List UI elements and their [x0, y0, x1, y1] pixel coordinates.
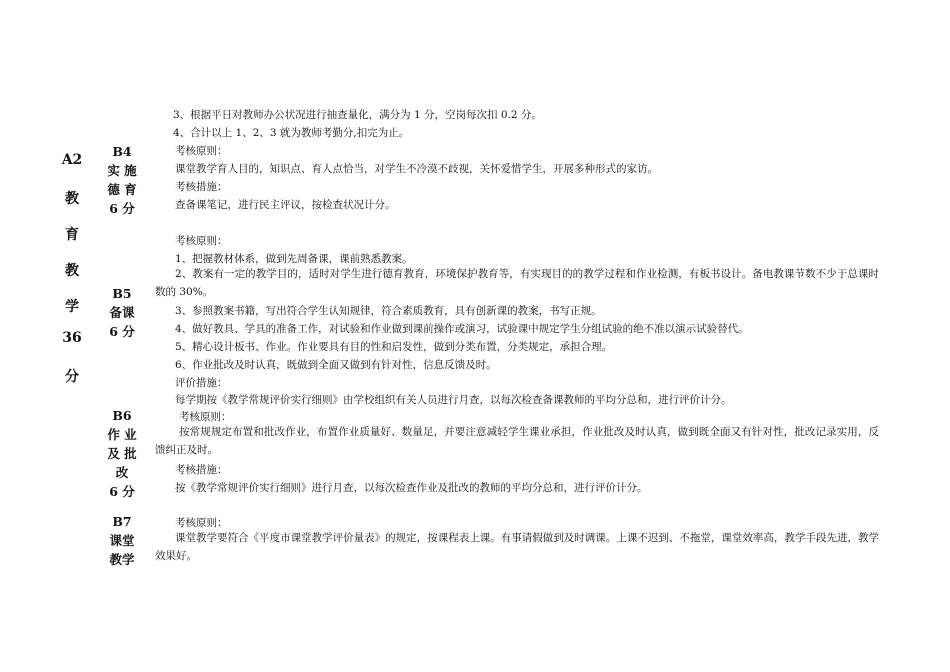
b5-principle-heading: 考核原则：: [175, 235, 228, 247]
b6-principle-text: 按常规规定布置和批改作业，布置作业质量好、数量足，并要注意减轻学生课业承担，作业批改及时认真，做到既全面又有针对性，批改记录实用，反馈纠正及时。: [155, 426, 879, 456]
b4-measure-heading: 考核措施：: [175, 181, 228, 193]
a2-char-2: 育: [65, 227, 79, 243]
b7-title-2: 教学: [109, 552, 135, 567]
b7-code: B7: [112, 514, 132, 529]
a2-char-4: 学: [65, 299, 79, 315]
b7-label: [102, 512, 142, 569]
a2-char-3: 教: [65, 263, 79, 279]
b5-item-4: 4、做好教具、学具的准备工作，对试验和作业做到课前操作或演习，试验课中规定学生分组试验的绝不准以演示试验替代。: [175, 323, 749, 335]
b6-title-2: 及 批: [107, 446, 137, 461]
b5-item-5: 5、精心设计板书、作业。作业要具有目的性和启发性，做到分类布置，分类规定，承担合理。: [175, 341, 613, 353]
b5-item-2: 2、教案有一定的教学目的，适时对学生进行德育教育，环境保护教育等，有实现目的的教学过程和作业检测，有板书设计。备电教课节数不少于总课时数的 30%。: [155, 268, 879, 298]
b5-evaluation-text: 每学期按《教学常规评价实行细则》由学校组织有关人员进行月查，以每次检查备课教师的平均分总和，进行评价计分。: [175, 394, 732, 406]
b4-score: 6 分: [109, 201, 135, 216]
top-item-4: 4、合计以上 1、2、3 就为教师考勤分,扣完为止。: [173, 127, 410, 139]
b6-title-3: 改: [115, 465, 129, 480]
a2-score: 36: [62, 330, 82, 346]
b6-principle-heading: 考核原则：: [179, 411, 232, 423]
b4-title-2: 德 育: [107, 182, 137, 197]
b5-item-6: 6、作业批改及时认真，既做到全面又做到有针对性，信息反馈及时。: [175, 359, 497, 371]
b7-principle-text: 课堂教学要符合《平度市课堂教学评价量表》的规定，按课程表上课。有事请假做到及时调课。上课不迟到、不拖堂，课堂效率高，教学手段先进，教学效果好。: [155, 532, 879, 562]
b6-measure-text: 按《教学常规评价实行细则》进行月查，以每次检查作业及批改的教师的平均分总和，进行评价计分。: [175, 482, 648, 494]
b4-principle-heading: 考核原则：: [175, 145, 228, 157]
b4-label: [102, 142, 142, 218]
b4-title-1: 实 施: [107, 163, 137, 178]
b5-code: B5: [112, 286, 132, 301]
b7-principle-heading: 考核原则：: [175, 517, 228, 529]
b5-score: 6 分: [109, 324, 135, 339]
b6-measure-heading: 考核措施：: [175, 464, 228, 476]
b5-title: 备课: [109, 305, 135, 320]
b4-code: B4: [112, 144, 132, 159]
b7-title-1: 课堂: [109, 533, 135, 548]
a2-code: A2: [61, 152, 83, 168]
b4-principle-text: 课堂教学育人目的，知识点、育人点恰当，对学生不冷漠不歧视，关怀爱惜学生，开展多种形式的家访。: [175, 163, 658, 175]
top-item-3: 3、根据平日对教师办公状况进行抽查量化，满分为 1 分，空岗每次扣 0.2 分。: [173, 109, 542, 121]
b5-evaluation-heading: 评价措施：: [175, 377, 228, 389]
b5-item-1: 1、把握教材体系，做到先周备课，课前熟悉教案。: [175, 253, 413, 265]
b5-item-3: 3、参照教案书籍，写出符合学生认知规律，符合素质教育，具有创新课的教案，书写正规。: [175, 305, 602, 317]
b5-label: [102, 284, 142, 341]
b6-score: 6 分: [109, 484, 135, 499]
b6-label: [102, 406, 142, 501]
b4-measure-text: 查备课笔记，进行民主评议，按检查状况计分。: [175, 199, 396, 211]
a2-unit: 分: [65, 369, 79, 385]
b6-code: B6: [112, 408, 132, 423]
a2-char-1: 教: [65, 191, 79, 207]
b6-title-1: 作 业: [107, 427, 137, 442]
